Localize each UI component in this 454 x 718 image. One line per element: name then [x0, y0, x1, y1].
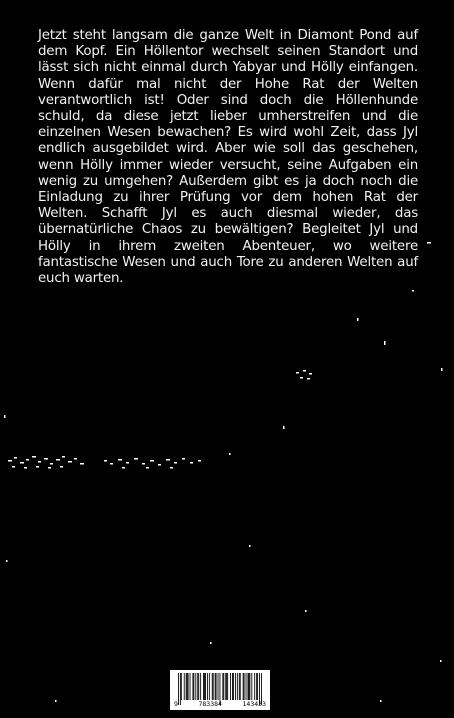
barcode-bar: [209, 673, 210, 700]
barcode-bar: [181, 673, 182, 700]
barcode-bar: [192, 673, 193, 700]
barcode-bar: [218, 673, 219, 700]
barcode-bar: [227, 673, 228, 700]
barcode-bar: [188, 673, 189, 700]
barcode-bar: [235, 673, 236, 700]
barcode-bar: [215, 673, 216, 700]
barcode-group-1: 783384: [198, 700, 222, 708]
barcode-bar: [184, 673, 185, 700]
barcode-bar: [256, 673, 257, 700]
barcode-bar: [205, 673, 206, 700]
barcode-bar: [237, 673, 238, 700]
barcode-bar: [230, 673, 231, 700]
barcode-bar: [204, 673, 205, 700]
barcode-bar: [187, 673, 188, 700]
barcode-bar: [233, 673, 234, 700]
barcode-bar: [239, 673, 240, 700]
barcode-bar: [243, 673, 244, 700]
barcode-bar: [216, 673, 217, 700]
barcode-bar: [248, 673, 249, 700]
barcode-bar: [226, 673, 227, 700]
barcode-bar: [244, 673, 245, 700]
barcode-bar: [198, 673, 199, 700]
barcode-bar: [207, 673, 208, 700]
barcode-bar: [248, 673, 249, 700]
barcode-bar: [195, 673, 196, 700]
barcode-bar: [222, 673, 223, 700]
barcode-group-2: 143433: [242, 700, 266, 708]
blurb-text: Jetzt steht langsam die ganze Welt in Diamont Pond auf dem Kopf. Ein Höllentor wechselt seinen Standort und lässt sich nicht einmal durch Yabyar und Hölly einfangen. Wenn dafür mal nicht der Hohe Rat der Welten verantwortlich ist! Oder sind doch die Höllenhunde schuld, da diese jetzt lieber umherstreifen und die einzelnen Wesen bewachen? Es wird wohl Zeit, dass Jyl endlich ausgebildet wird. Aber wie soll das geschehen, wenn Hölly immer wieder versucht, seine Aufgaben ein wenig zu umgehen? Außerdem gibt es ja doch noch die Einladung zu ihrer Prüfung vor dem hohen Rat der Welten. Schafft Jyl es auch diesmal wieder, das übernatürliche Chaos zu bewältigen? Begleitet Jyl und Hölly in ihrem zweiten Abenteuer, wo weitere fantastische Wesen und auch Tore zu anderen Welten auf euch warten.: [38, 28, 418, 287]
barcode-bar: [213, 673, 214, 700]
isbn-barcode: [170, 670, 270, 710]
barcode-bar: [246, 673, 247, 700]
barcode-bar: [240, 673, 241, 700]
barcode-bar: [203, 673, 204, 700]
barcode-bar: [232, 673, 233, 700]
barcode-bar: [254, 673, 255, 700]
barcode-bar: [200, 673, 201, 700]
barcode-bar: [251, 673, 252, 700]
barcode-prefix: 9: [174, 700, 178, 708]
barcode-digits: [170, 701, 270, 708]
barcode-bar: [197, 673, 198, 700]
barcode-bar: [249, 673, 250, 700]
barcode-bar: [212, 673, 213, 700]
barcode-bar: [186, 673, 187, 700]
barcode-bar: [225, 673, 226, 700]
barcode-bar: [193, 673, 194, 700]
barcode-bar: [257, 673, 258, 700]
barcode-bar: [223, 673, 224, 700]
barcode-bar: [190, 673, 191, 700]
